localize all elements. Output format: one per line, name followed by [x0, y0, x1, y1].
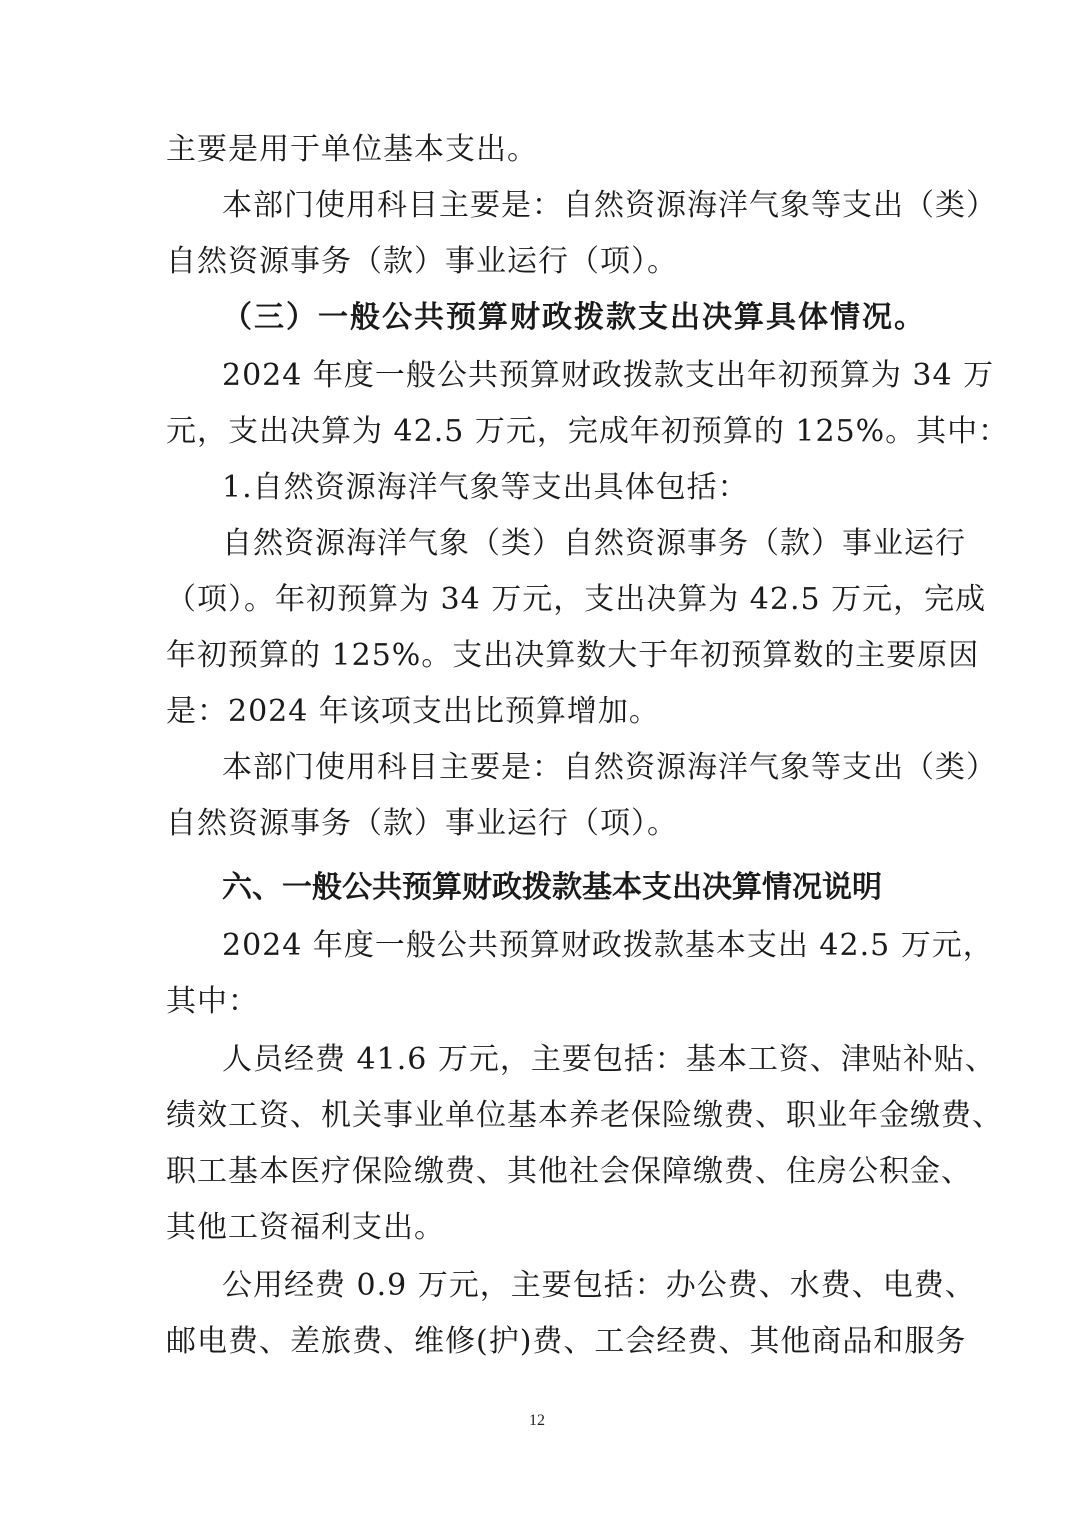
paragraph-line: 2024 年度一般公共预算财政拨款基本支出 42.5 万元， — [222, 928, 994, 963]
paragraph-line: 自然资源事务（款）事业运行（项）。 — [166, 244, 678, 279]
paragraph-line: 主要是用于单位基本支出。 — [166, 132, 538, 167]
paragraph-line: 其他工资福利支出。 — [166, 1210, 445, 1245]
paragraph-line: 人员经费 41.6 万元，主要包括：基本工资、津贴补贴、 — [222, 1042, 996, 1077]
paragraph-line: 自然资源海洋气象（类）自然资源事务（款）事业运行 — [222, 526, 966, 561]
paragraph-line: 元，支出决算为 42.5 万元，完成年初预算的 125%。其中： — [166, 414, 1010, 449]
paragraph-line: 年初预算的 125%。支出决算数大于年初预算数的主要原因 — [166, 638, 980, 673]
paragraph-line: 绩效工资、机关事业单位基本养老保险缴费、职业年金缴费、 — [166, 1098, 1003, 1133]
paragraph-line: 本部门使用科目主要是：自然资源海洋气象等支出（类） — [222, 188, 997, 223]
paragraph-line: 公用经费 0.9 万元，主要包括：办公费、水费、电费、 — [222, 1268, 976, 1303]
paragraph-line: 是：2024 年该项支出比预算增加。 — [166, 694, 660, 729]
section-subheading: （三）一般公共预算财政拨款支出决算具体情况。 — [222, 300, 926, 335]
paragraph-line: 自然资源事务（款）事业运行（项）。 — [166, 806, 678, 841]
paragraph-line: 邮电费、差旅费、维修(护)费、工会经费、其他商品和服务 — [166, 1324, 967, 1359]
list-item-heading: 1.自然资源海洋气象等支出具体包括： — [222, 470, 749, 505]
paragraph-line: 职工基本医疗保险缴费、其他社会保障缴费、住房公积金、 — [166, 1154, 972, 1189]
paragraph-line: 2024 年度一般公共预算财政拨款支出年初预算为 34 万 — [222, 358, 995, 393]
paragraph-line: 本部门使用科目主要是：自然资源海洋气象等支出（类） — [222, 750, 997, 785]
page-number: 12 — [529, 1412, 545, 1429]
paragraph-line: 其中： — [166, 984, 259, 1019]
section-heading: 六、一般公共预算财政拨款基本支出决算情况说明 — [222, 870, 882, 905]
paragraph-line: （项）。年初预算为 34 万元，支出决算为 42.5 万元，完成 — [166, 582, 987, 617]
